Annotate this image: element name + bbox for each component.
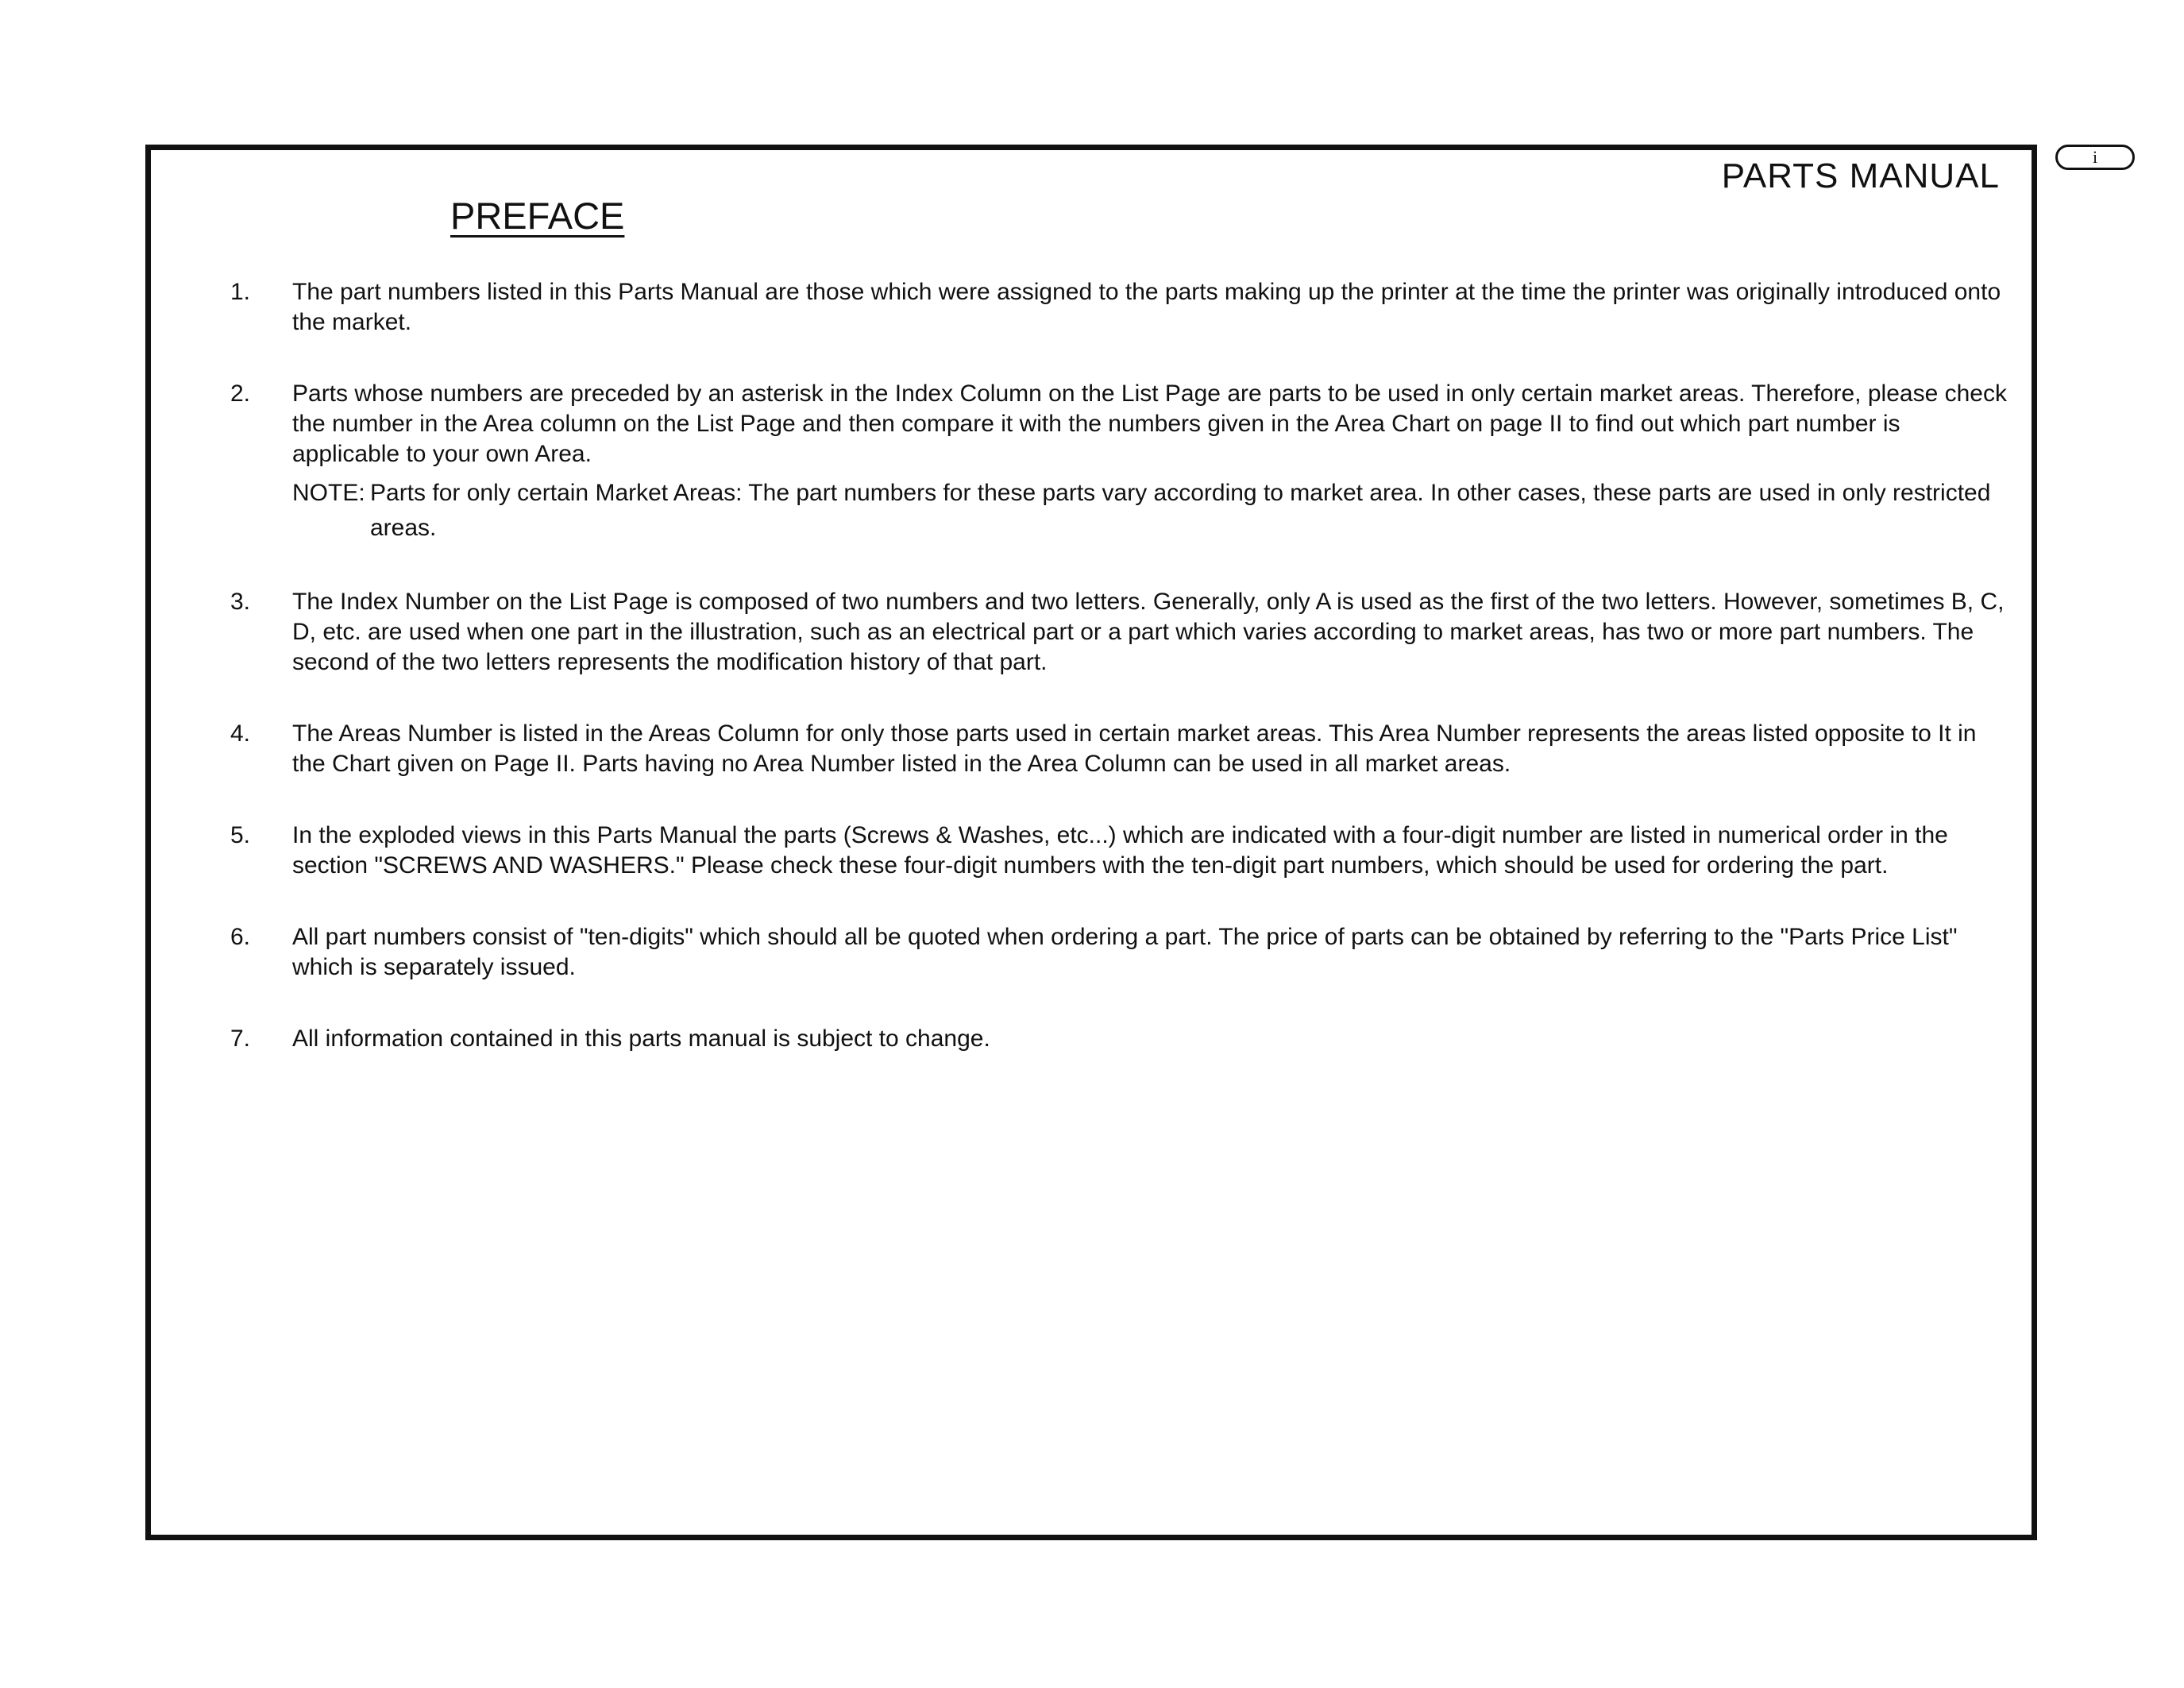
preface-item-5 [230, 821, 2009, 881]
preface-item-7 [230, 1024, 2009, 1054]
area-note [292, 476, 2009, 546]
preface-item-2 [230, 379, 2009, 546]
item-number: 1. [230, 279, 251, 305]
item-number: 7. [230, 1026, 251, 1052]
note-text: Parts for only certain Market Areas: The part numbers for these parts vary according to market area. In other cases, these parts are used in only restricted areas. [370, 480, 1991, 541]
preface-heading: PREFACE [450, 195, 625, 237]
item-text: In the exploded views in this Parts Manual the parts (Screws & Washes, etc...) which are indicated with a four-digit number are listed in numerical order in the section "SCREWS AND WASHERS." Please check these four-digit numbers with the ten-digit part numbers, which should be used for ordering the part. [292, 822, 1948, 879]
manual-title: PARTS MANUAL [1721, 156, 2000, 195]
preface-item-6 [230, 922, 2009, 983]
preface-item-4 [230, 719, 2009, 779]
preface-list [230, 277, 2009, 1054]
item-text: The Index Number on the List Page is composed of two numbers and two letters. Generally, only A is used as the first of the two letters. However, sometimes B, C, D, etc. are used when one part in the illustration, such as an electrical part or a part which varies according to market areas, has two or more part numbers. The second of the two letters represents the modification history of that part. [292, 589, 2005, 675]
page-number-tab: i [2055, 145, 2135, 170]
preface-item-3 [230, 587, 2009, 678]
item-number: 3. [230, 589, 251, 615]
item-number: 4. [230, 720, 251, 747]
item-text: The part numbers listed in this Parts Manual are those which were assigned to the parts making up the printer at the time the printer was originally introduced onto the market. [292, 279, 2001, 335]
item-text: All information contained in this parts manual is subject to change. [292, 1026, 990, 1052]
item-text: The Areas Number is listed in the Areas Column for only those parts used in certain market areas. This Area Number represents the areas listed opposite to It in the Chart given on Page II. Parts having no Area Number listed in the Area Column can be used in all market areas. [292, 720, 1977, 777]
preface-item-1 [230, 277, 2009, 338]
item-text: Parts whose numbers are preceded by an asterisk in the Index Column on the List Page are parts to be used in only certain market areas. Therefore, please check the number in the Area column on the List Page and then compare it with the numbers given in the Area Chart on page II to find out which part number is applicable to your own Area. [292, 380, 2007, 467]
item-number: 5. [230, 822, 251, 848]
item-number: 2. [230, 380, 251, 407]
item-text: All part numbers consist of "ten-digits" which should all be quoted when ordering a part. The price of parts can be obtained by referring to the "Parts Price List" which is separately issued. [292, 924, 1958, 980]
item-number: 6. [230, 924, 251, 950]
note-label: NOTE: [292, 480, 365, 506]
page-frame [145, 145, 2037, 1540]
